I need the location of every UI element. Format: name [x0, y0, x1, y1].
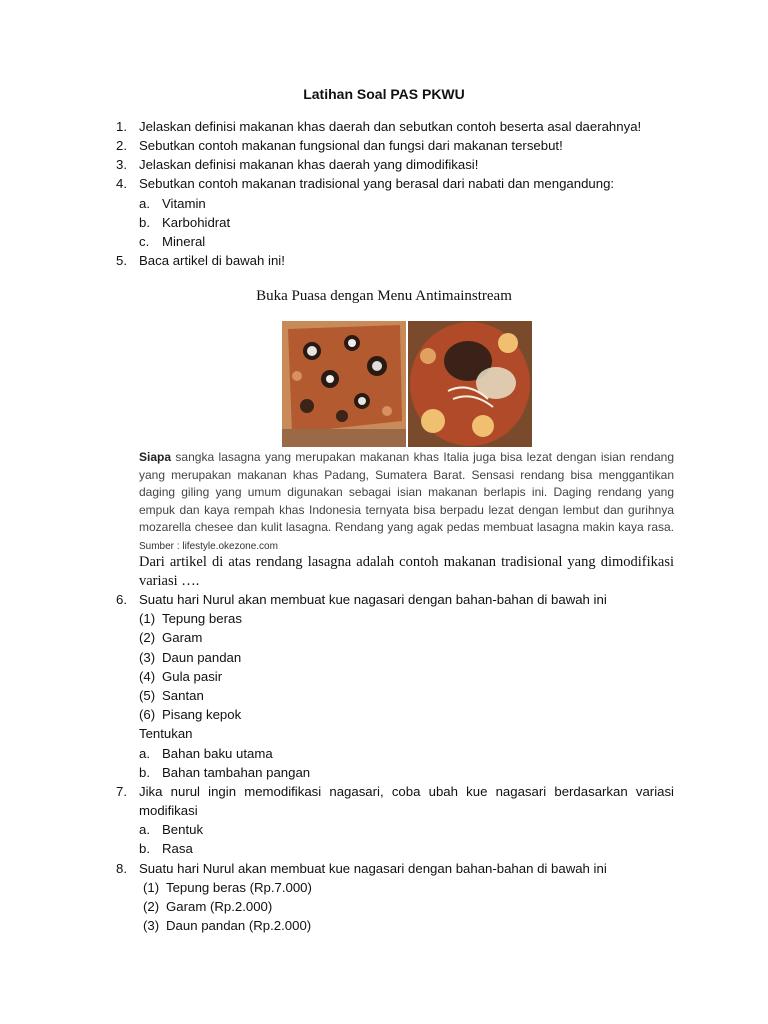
question-number: 1. — [116, 119, 127, 134]
question-number: 6. — [116, 592, 127, 607]
option-text: Karbohidrat — [162, 215, 231, 230]
question-text: Suatu hari Nurul akan membuat kue nagasari dengan bahan-bahan di bawah ini — [139, 592, 607, 607]
article-text: sangka lasagna yang merupakan makanan khas Italia juga bisa lezat dengan isian rendang yang merupakan makanan khas Padang, Sumatera Barat. Sensasi rendang bisa menggantikan daging giling yang umum digunakan sebagai isian makanan berlapis ini. Daging rendang yang empuk dan kaya rempah khas Indonesia ternyata bisa berpadu lezat dengan lembut dan gurihnya mozarella chesee dan kulit lasagna. Rendang yang agak pedas membuat lasagna makin kaya rasa. — [139, 450, 674, 535]
option-text: Mineral — [162, 234, 206, 249]
ingredient-number: (5) — [139, 688, 156, 703]
question-number: 4. — [116, 176, 127, 191]
article-source: Sumber : lifestyle.okezone.com — [139, 540, 278, 552]
lasagna-photo-left — [282, 321, 406, 447]
question-text: Suatu hari Nurul akan membuat kue nagasari dengan bahan-bahan di bawah ini — [139, 861, 607, 876]
article-lead: Siapa — [139, 450, 172, 464]
question-text: Sebutkan contoh makanan fungsional dan fungsi dari makanan tersebut! — [139, 138, 563, 153]
option-text: Bahan baku utama — [162, 746, 273, 761]
ingredient-text: Daun pandan — [162, 650, 242, 665]
question-text: Jelaskan definisi makanan khas daerah yang dimodifikasi! — [139, 157, 479, 172]
option-letter: b. — [139, 765, 150, 780]
ingredient-text: Gula pasir — [162, 669, 223, 684]
option-letter: b. — [139, 841, 150, 856]
question-number: 3. — [116, 157, 127, 172]
lasagna-photo-right — [408, 321, 532, 447]
question-number: 2. — [116, 138, 127, 153]
question-number: 5. — [116, 253, 127, 268]
question-text: Sebutkan contoh makanan tradisional yang berasal dari nabati dan mengandung: — [139, 176, 615, 191]
prompt-text: Tentukan — [139, 726, 193, 741]
option-text: Bahan tambahan pangan — [162, 765, 311, 780]
question-text: Baca artikel di bawah ini! — [139, 253, 285, 268]
ingredient-number: (1) — [139, 611, 156, 626]
lasagna-image-icon — [408, 321, 532, 447]
option-letter: c. — [139, 234, 150, 249]
option-text: Vitamin — [162, 196, 206, 211]
article-body — [139, 449, 674, 556]
page-title: Latihan Soal PAS PKWU — [303, 86, 465, 102]
ingredient-number: (2) — [139, 630, 156, 645]
ingredient-text: Daun pandan (Rp.2.000) — [166, 918, 312, 933]
article-title: Buka Puasa dengan Menu Antimainstream — [256, 288, 512, 304]
option-letter: a. — [139, 746, 150, 761]
ingredient-number: (1) — [143, 880, 160, 895]
question-number: 7. — [116, 784, 127, 799]
lasagna-image-icon — [282, 321, 406, 447]
question-text: Jelaskan definisi makanan khas daerah dan sebutkan contoh beserta asal daerahnya! — [139, 119, 642, 134]
ingredient-number: (3) — [139, 650, 156, 665]
ingredient-text: Tepung beras — [162, 611, 242, 626]
ingredient-text: Tepung beras (Rp.7.000) — [166, 880, 312, 895]
article-question: Dari artikel di atas rendang lasagna adalah contoh makanan tradisional yang dimodifikasi variasi …. — [139, 554, 674, 589]
option-letter: a. — [139, 196, 150, 211]
ingredient-number: (4) — [139, 669, 156, 684]
option-letter: b. — [139, 215, 150, 230]
ingredient-text: Santan — [162, 688, 204, 703]
option-text: Bentuk — [162, 822, 204, 837]
ingredient-text: Garam — [162, 630, 203, 645]
option-letter: a. — [139, 822, 150, 837]
question-number: 8. — [116, 861, 127, 876]
option-text: Rasa — [162, 841, 193, 856]
question-7-text: Jika nurul ingin memodifikasi nagasari, coba ubah kue nagasari berdasarkan variasi modifikasi — [139, 784, 674, 818]
ingredient-number: (3) — [143, 918, 160, 933]
ingredient-number: (6) — [139, 707, 156, 722]
ingredient-text: Pisang kepok — [162, 707, 242, 722]
ingredient-number: (2) — [143, 899, 160, 914]
ingredient-text: Garam (Rp.2.000) — [166, 899, 273, 914]
